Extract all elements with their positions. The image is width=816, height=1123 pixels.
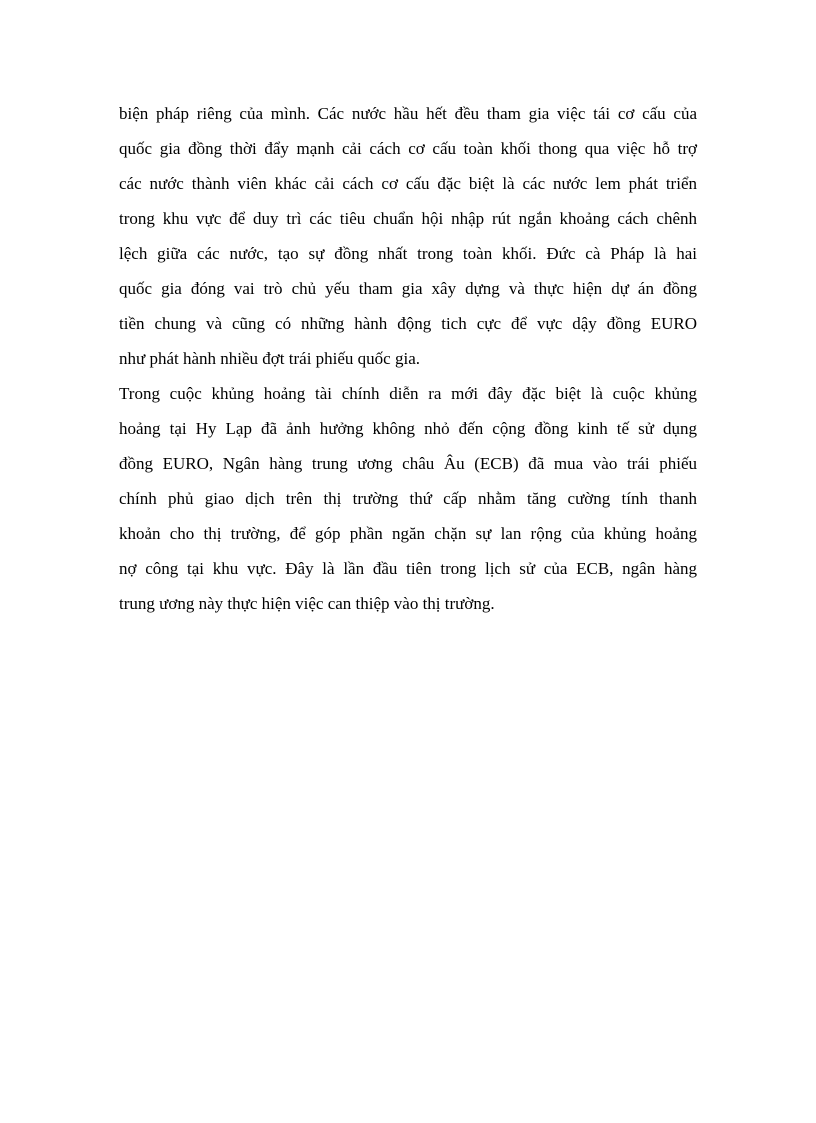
text-line: lệch giữa các nước, tạo sự đồng nhất trong toàn khối. Đức cà Pháp là hai: [119, 244, 697, 263]
text-line: trung ương này thực hiện việc can thiệp vào thị trường.: [119, 594, 495, 613]
text-line: nợ công tại khu vực. Đây là lần đầu tiên trong lịch sử của ECB, ngân hàng: [119, 559, 697, 578]
text-line: trong khu vực để duy trì các tiêu chuẩn hội nhập rút ngắn khoảng cách chênh: [119, 209, 697, 228]
text-line: như phát hành nhiều đợt trái phiếu quốc gia.: [119, 349, 420, 368]
text-line: tiền chung và cũng có những hành động tich cực để vực dậy đồng EURO: [119, 314, 697, 333]
paragraph-1: [119, 96, 697, 376]
body-text: [119, 96, 697, 621]
text-line: quốc gia đóng vai trò chủ yếu tham gia xây dựng và thực hiện dự án đồng: [119, 279, 697, 298]
text-line: đồng EURO, Ngân hàng trung ương châu Âu (ECB) đã mua vào trái phiếu: [119, 454, 697, 473]
text-line: Trong cuộc khủng hoảng tài chính diễn ra mới đây đặc biệt là cuộc khủng: [119, 384, 697, 403]
text-line: khoản cho thị trường, để góp phần ngăn chặn sự lan rộng của khủng hoảng: [119, 524, 697, 543]
paragraph-2: [119, 376, 697, 621]
text-line: quốc gia đồng thời đẩy mạnh cải cách cơ cấu toàn khối thong qua việc hỗ trợ: [119, 139, 697, 158]
text-line: biện pháp riêng của mình. Các nước hầu hết đều tham gia việc tái cơ cấu của: [119, 104, 697, 123]
text-line: các nước thành viên khác cải cách cơ cấu đặc biệt là các nước lem phát triển: [119, 174, 697, 193]
text-line: hoảng tại Hy Lạp đã ảnh hưởng không nhỏ đến cộng đồng kinh tế sử dụng: [119, 419, 697, 438]
text-line: chính phủ giao dịch trên thị trường thứ cấp nhằm tăng cường tính thanh: [119, 489, 697, 508]
